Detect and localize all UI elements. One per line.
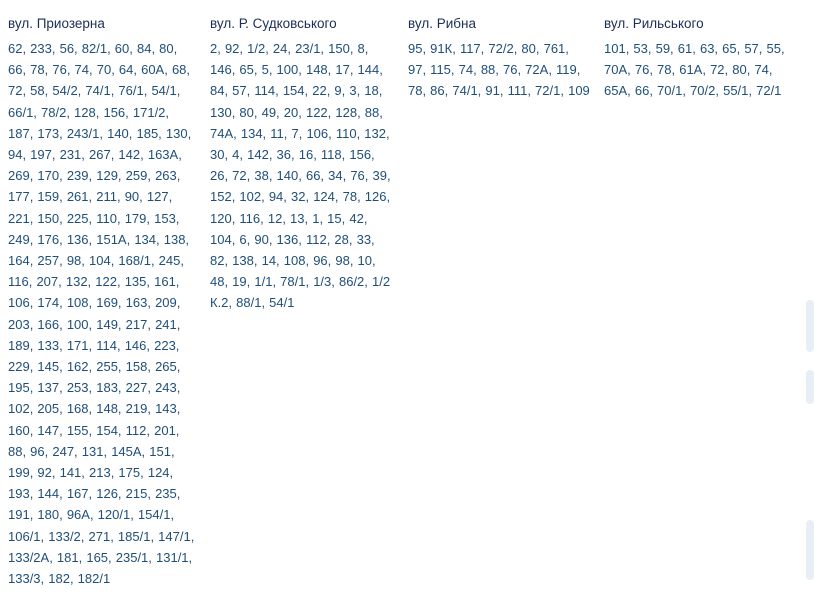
street-column-rylskoho [604,14,804,102]
street-address-list: 62, 233, 56, 82/1, 60, 84, 80, 66, 78, 76, 74, 70, 64, 60А, 68, 72, 58, 54/2, 74/1, 76/1, 54/1, 66/1, 78/2, 128, 156, 171/2, 187, 173, 243/1, 140, 185, 130, 94, 197, 231, 267, 142, 163А, 269, 170, 239, 129, 259, 263, 177, 159, 261, 211, 90, 127, 221, 150, 225, 110, 179, 153, 249, 176, 136, 151А, 134, 138, 164, 257, 98, 104, 168/1, 245, 116, 207, 132, 122, 135, 161, 106, 174, 108, 169, 163, 209, 203, 166, 100, 149, 217, 241, 189, 133, 171, 114, 146, 223, 229, 145, 162, 255, 158, 265, 195, 137, 253, 183, 227, 243, 102, 205, 168, 148, 219, 143, 160, 147, 155, 154, 112, 201, 88, 96, 247, 131, 145А, 151, 199, 92, 141, 213, 175, 124, 193, 144, 167, 126, 215, 235, 191, 180, 96А, 120/1, 154/1, 106/1, 133/2, 271, 185/1, 147/1, 133/2А, 181, 165, 235/1, 131/1, 133/3, 182, 182/1 [8,41,195,587]
scroll-edge-marker [806,520,814,580]
street-title: вул. Рибна [408,16,476,31]
street-column-priozerna [8,14,210,589]
street-column-sudkovskoho [210,14,408,314]
street-address-list: 101, 53, 59, 61, 63, 65, 57, 55, 70А, 76, 78, 61А, 72, 80, 74, 65А, 66, 70/1, 70/2, 55/1, 72/1 [604,41,785,99]
street-address-list: 95, 91К, 117, 72/2, 80, 761, 97, 115, 74, 88, 76, 72А, 119, 78, 86, 74/1, 91, 111, 72/1, 109 [408,41,590,99]
street-address-list: 2, 92, 1/2, 24, 23/1, 150, 8, 146, 65, 5, 100, 148, 17, 144, 84, 57, 114, 154, 22, 9, 3, 18, 130, 80, 49, 20, 122, 128, 88, 74А, 134, 11, 7, 106, 110, 132, 30, 4, 142, 36, 16, 118, 156, 26, 72, 38, 140, 66, 34, 76, 39, 152, 102, 94, 32, 124, 78, 126, 120, 116, 12, 13, 1, 15, 42, 104, 6, 90, 136, 112, 28, 33, 82, 138, 14, 108, 96, 98, 10, 48, 19, 1/1, 78/1, 1/3, 86/2, 1/2 К.2, 88/1, 54/1 [210,41,391,311]
scroll-edge-marker [806,300,814,352]
street-title: вул. Р. Судковського [210,16,337,31]
street-title: вул. Рильського [604,16,704,31]
street-column-rybna [408,14,604,102]
scroll-edge-marker [806,370,814,404]
street-title: вул. Приозерна [8,16,105,31]
